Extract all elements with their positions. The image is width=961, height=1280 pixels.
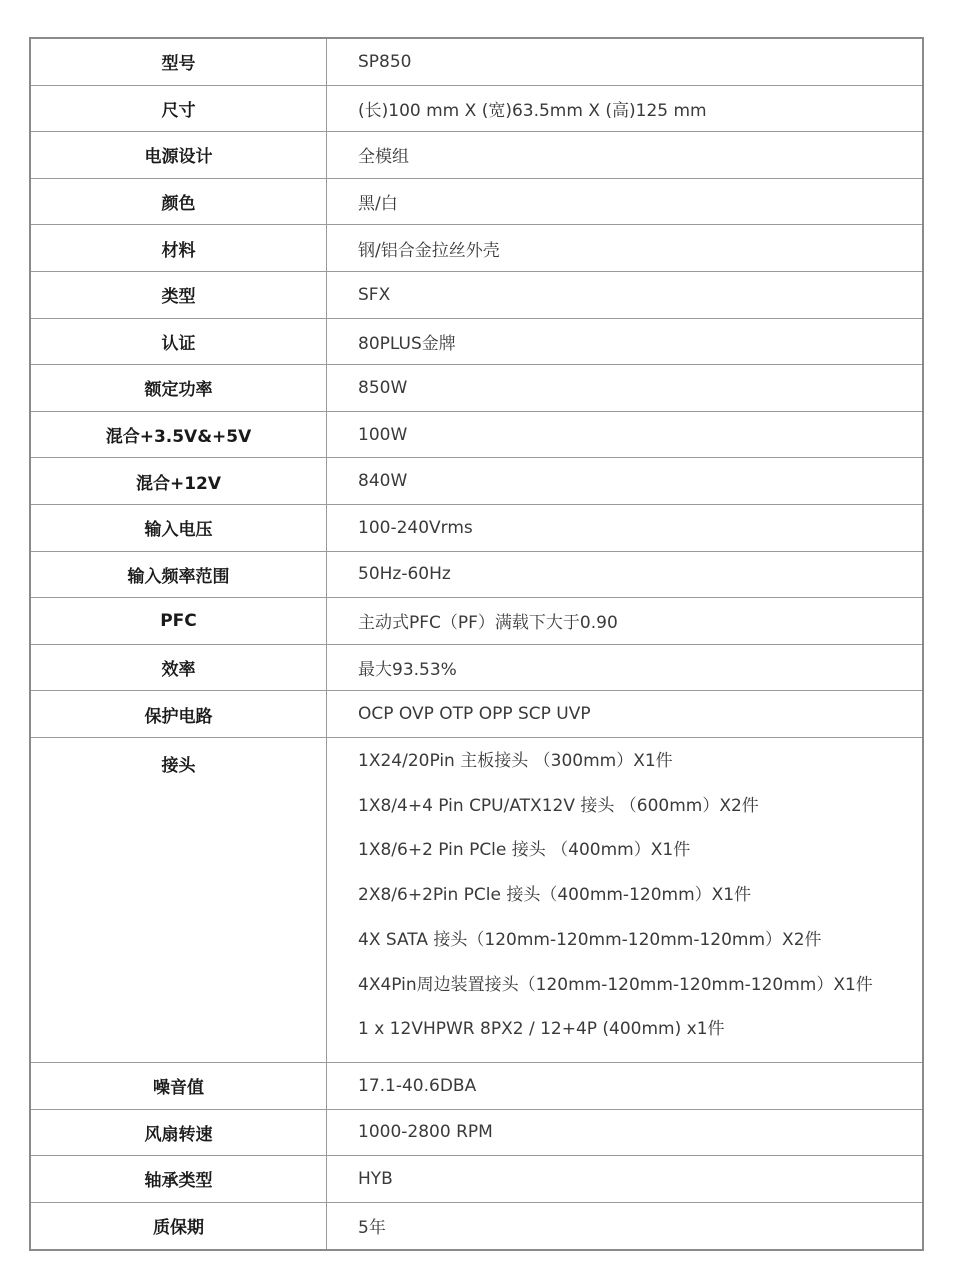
spec-label: 输入电压 xyxy=(31,505,327,551)
spec-label: 电源设计 xyxy=(31,132,327,178)
connector-line: 1X8/6+2 Pin PCle 接头 （400mm）X1件 xyxy=(358,840,691,861)
spec-label: 噪音值 xyxy=(31,1063,327,1109)
connector-line: 1X24/20Pin 主板接头 （300mm）X1件 xyxy=(358,750,673,771)
spec-label: 混合+12V xyxy=(31,458,327,504)
spec-row-noise xyxy=(31,1063,922,1110)
spec-label: 轴承类型 xyxy=(31,1156,327,1202)
connector-line: 4X4Pin周边装置接头（120mm-120mm-120mm-120mm）X1件 xyxy=(358,974,873,995)
spec-row-type xyxy=(31,272,922,319)
spec-value: SFX xyxy=(358,284,391,305)
spec-value: 100-240Vrms xyxy=(358,517,473,538)
spec-value: 全模组 xyxy=(358,147,409,168)
spec-row-material xyxy=(31,225,922,272)
spec-value: 主动式PFC（PF）满载下大于0.90 xyxy=(358,613,618,634)
connector-list xyxy=(327,738,922,1062)
spec-row-input-voltage xyxy=(31,505,922,552)
spec-row-power-design xyxy=(31,132,922,179)
spec-label: 材料 xyxy=(31,225,327,271)
spec-value: OCP OVP OTP OPP SCP UVP xyxy=(358,704,591,725)
spec-value: 840W xyxy=(358,471,408,492)
connector-line: 1X8/4+4 Pin CPU/ATX12V 接头 （600mm）X2件 xyxy=(358,795,759,816)
spec-label: 输入频率范围 xyxy=(31,552,327,598)
spec-value: 17.1-40.6DBA xyxy=(358,1075,477,1096)
spec-label: 质保期 xyxy=(31,1203,327,1250)
spec-row-color xyxy=(31,179,922,226)
spec-row-protection xyxy=(31,691,922,738)
spec-label: 保护电路 xyxy=(31,691,327,737)
spec-table xyxy=(29,37,924,1251)
spec-value: 850W xyxy=(358,377,408,398)
spec-label: 尺寸 xyxy=(31,86,327,132)
spec-row-combined-3v-5v xyxy=(31,412,922,459)
spec-row-fan-speed xyxy=(31,1110,922,1157)
spec-value: 黑/白 xyxy=(358,194,398,215)
spec-label: 型号 xyxy=(31,39,327,85)
spec-value: HYB xyxy=(358,1168,393,1189)
spec-row-certification xyxy=(31,319,922,366)
spec-row-bearing xyxy=(31,1156,922,1203)
spec-label: 风扇转速 xyxy=(31,1110,327,1156)
spec-label: 效率 xyxy=(31,645,327,691)
spec-label: PFC xyxy=(31,598,327,644)
spec-label: 混合+3.5V&+5V xyxy=(31,412,327,458)
spec-row-warranty xyxy=(31,1203,922,1250)
spec-value: 5年 xyxy=(358,1218,386,1239)
spec-label: 认证 xyxy=(31,319,327,365)
spec-label: 类型 xyxy=(31,272,327,318)
spec-value: 80PLUS金牌 xyxy=(358,333,456,354)
spec-label: 接头 xyxy=(31,738,327,1062)
spec-row-pfc xyxy=(31,598,922,645)
spec-value: 50Hz-60Hz xyxy=(358,564,451,585)
spec-row-combined-12v xyxy=(31,458,922,505)
spec-value: 钢/铝合金拉丝外壳 xyxy=(358,240,500,261)
spec-row-input-frequency xyxy=(31,552,922,599)
spec-value: 最大93.53% xyxy=(358,660,457,681)
spec-row-rated-power xyxy=(31,365,922,412)
connector-line: 2X8/6+2Pin PCle 接头（400mm-120mm）X1件 xyxy=(358,885,752,906)
spec-label: 颜色 xyxy=(31,179,327,225)
spec-label: 额定功率 xyxy=(31,365,327,411)
spec-row-model xyxy=(31,39,922,86)
spec-value: 100W xyxy=(358,424,408,445)
spec-row-efficiency xyxy=(31,645,922,692)
spec-row-dimensions xyxy=(31,86,922,133)
connector-line: 1 x 12VHPWR 8PX2 / 12+4P (400mm) x1件 xyxy=(358,1019,725,1040)
spec-value: (长)100 mm X (宽)63.5mm X (高)125 mm xyxy=(358,100,707,121)
connector-line: 4X SATA 接头（120mm-120mm-120mm-120mm）X2件 xyxy=(358,929,822,950)
spec-value: SP850 xyxy=(358,51,412,72)
spec-value: 1000-2800 RPM xyxy=(358,1122,493,1143)
spec-row-connectors xyxy=(31,738,922,1063)
